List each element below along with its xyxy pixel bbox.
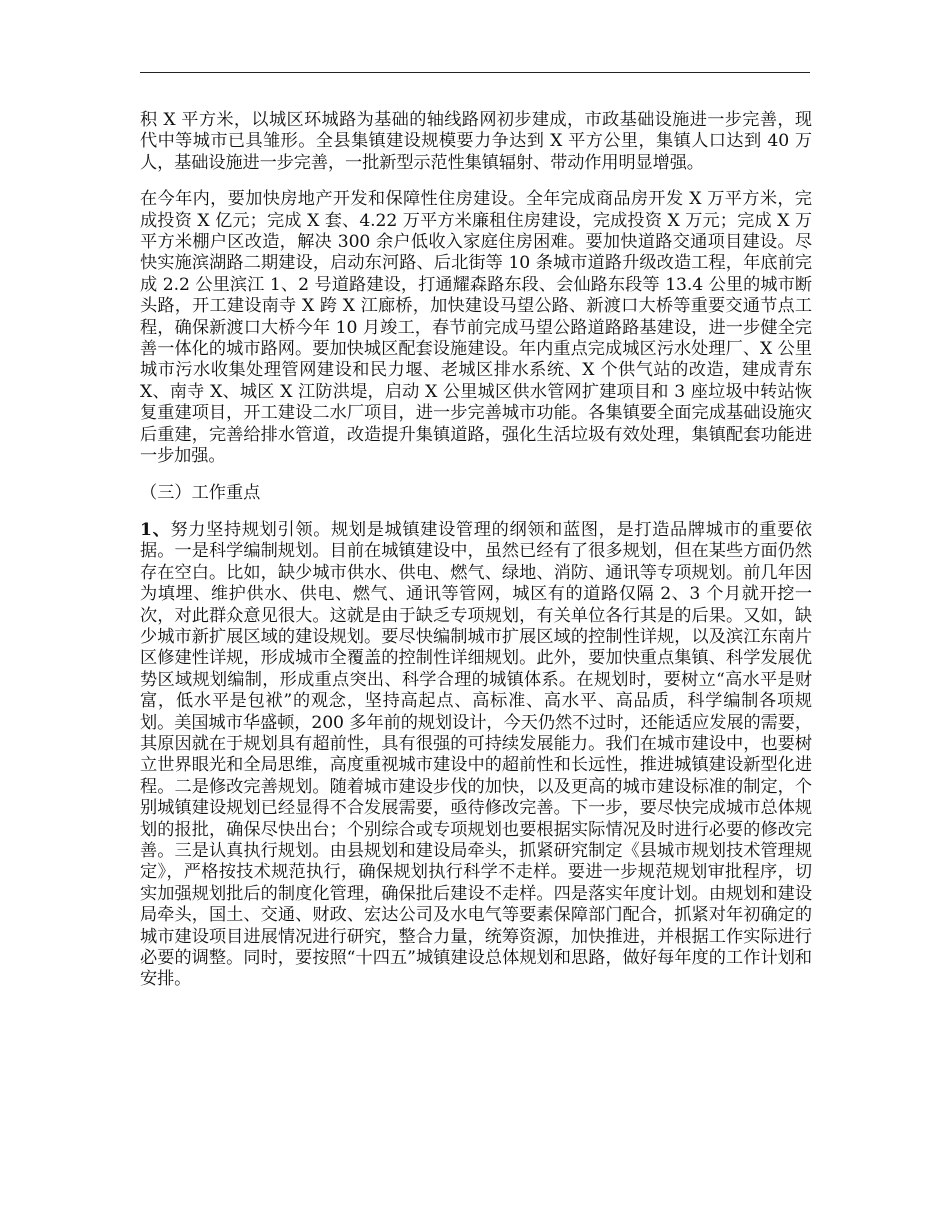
section-heading: （三）工作重点 — [140, 482, 261, 503]
document-body — [140, 110, 812, 1006]
header-rule — [140, 72, 810, 73]
paragraph-1: 积 X 平方米，以城区环城路为基础的轴线路网初步建成，市政基础设施进一步完善，现代中等城市已具雏形。全县集镇建设规模要力争达到 X 平方公里，集镇人口达到 40 万人，基础设施进一步完善，一批新型示范性集镇辐射、带动作用明显增强。 — [140, 110, 812, 173]
point-1-text: 努力坚持规划引领。规划是城镇建设管理的纲领和蓝图，是打造品牌城市的重要依据。一是科学编制规划。目前在城镇建设中，虽然已经有了很多规划，但在某些方面仍然存在空白。比如，缺少城市供水、供电、燃气、绿地、消防、通讯等专项规划。前几年因为填埋、维护供水、供电、燃气、通讯等管网，城区有的道路仅隔 2、3 个月就开挖一次，对此群众意见很大。这就是由于缺乏专项规划，有关单位各行其是的后果。又如，缺少城市新扩展区域的建设规划。要尽快编制城市扩展区域的控制性详规，以及滨江东南片区修建性详规，形成城市全覆盖的控制性详细规划。此外，要加快重点集镇、科学发展优势区域规划编制，形成重点突出、科学合理的城镇体系。在规划时，要树立“高水平是财富，低水平是包袱”的观念，坚持高起点、高标准、高水平、高品质，科学编制各项规划。美国城市华盛顿，200 多年前的规划设计，今天仍然不过时，还能适应发展的需要，其原因就在于规划具有超前性，具有很强的可持续发展能力。我们在城市建设中，也要树立世界眼光和全局思维，高度重视城市建设中的超前性和长远性，推进城镇建设新型化进程。二是修改完善规划。随着城市建设步伐的加快，以及更高的城市建设标准的制定，个别城镇建设规划已经显得不合发展需要，亟待修改完善。下一步，要尽快完成城市总体规划的报批，确保尽快出台；个别综合或专项规划也要根据实际情况及时进行必要的修改完善。三是认真执行规划。由县规划和建设局牵头，抓紧研究制定《县城市规划技术管理规定》，严格按技术规范执行，确保规划执行科学不走样。要进一步规范规划审批程序，切实加强规划批后的制度化管理，确保批后建设不走样。四是落实年度计划。由规划和建设局牵头，国土、交通、财政、宏达公司及水电气等要素保障部门配合，抓紧对年初确定的城市建设项目进展情况进行研究，整合力量，统筹资源，加快推进，并根据工作实际进行必要的调整。同时，要按照“十四五”城镇建设总体规划和思路，做好每年度的工作计划和安排。 — [140, 519, 813, 990]
paragraph-2: 在今年内，要加快房地产开发和保障性住房建设。全年完成商品房开发 X 万平方米，完成投资 X 亿元；完成 X 套、4.22 万平方米廉租住房建设，完成投资 X 万元；完成 X 万平方米棚户区改造，解决 300 余户低收入家庭住房困难。要加快道路交通项目建设。尽快实施滨湖路二期建设，启动东河路、后北街等 10 条城市道路升级改造工程，年底前完成 2.2 公里滨江 1、2 号道路建设，打通耀森路东段、会仙路东段等 13.4 公里的城市断头路，开工建设南寺 X 跨 X 江廊桥，加快建设马望公路、新渡口大桥等重要交通节点工程，确保新渡口大桥今年 10 月竣工，春节前完成马望公路道路路基建设，进一步健全完善一体化的城市路网。要加快城区配套设施建设。年内重点完成城区污水处理厂、X 公里城市污水收集处理管网建设和民力堰、老城区排水系统、X 个供气站的改造，建成青东 X、南寺 X、城区 X 江防洪堤，启动 X 公里城区供水管网扩建项目和 3 座垃圾中转站恢复重建项目，开工建设二水厂项目，进一步完善城市功能。各集镇要全面完成基础设施灾后重建，完善给排水管道，改造提升集镇道路，强化生活垃圾有效处理，集镇配套功能进一步加强。 — [140, 189, 812, 467]
point-1-number: 1、 — [140, 519, 171, 540]
point-1-paragraph — [140, 520, 812, 991]
